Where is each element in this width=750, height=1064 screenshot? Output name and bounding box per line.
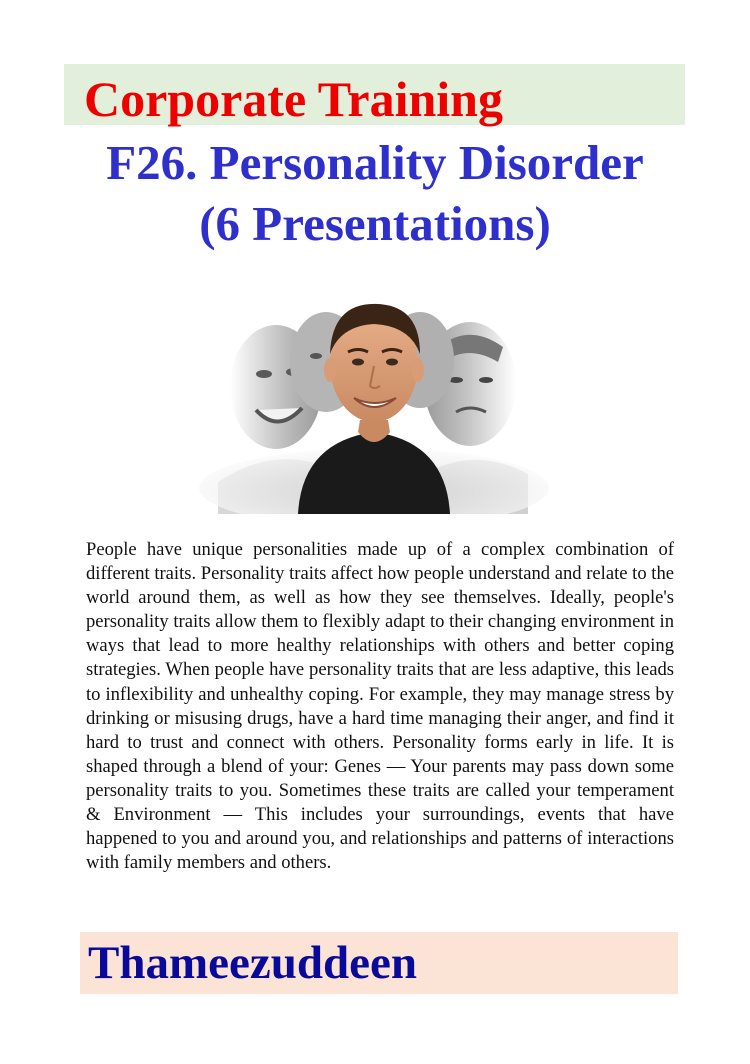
course-title: F26. Personality Disorder xyxy=(106,135,644,190)
page-title: Corporate Training xyxy=(84,71,503,127)
author-name: Thameezuddeen xyxy=(88,937,417,989)
presentation-count: (6 Presentations) xyxy=(199,196,551,251)
cover-photo xyxy=(198,292,550,514)
description-paragraph: People have unique personalities made up of a complex combination of different traits. Personality traits affect how people understand and relate to the world around them, as well as how they see themselves. Ideally, people's personality traits allow them to flexibly adapt to their changing environment in ways that lead to more healthy relationships with others and better coping strategies. When people have personality traits that are less adaptive, this leads to inflexibility and unhealthy coping. For example, they may manage stress by drinking or misusing drugs, have a hard time managing their anger, and find it hard to trust and connect with others. Personality forms early in life. It is shaped through a blend of your: Genes — Your parents may pass down some personality traits to you. Sometimes these traits are called your temperament & Environment — This includes your surroundings, events that have happened to you and around you, and relationships and patterns of interactions with family members and others. xyxy=(86,539,674,874)
